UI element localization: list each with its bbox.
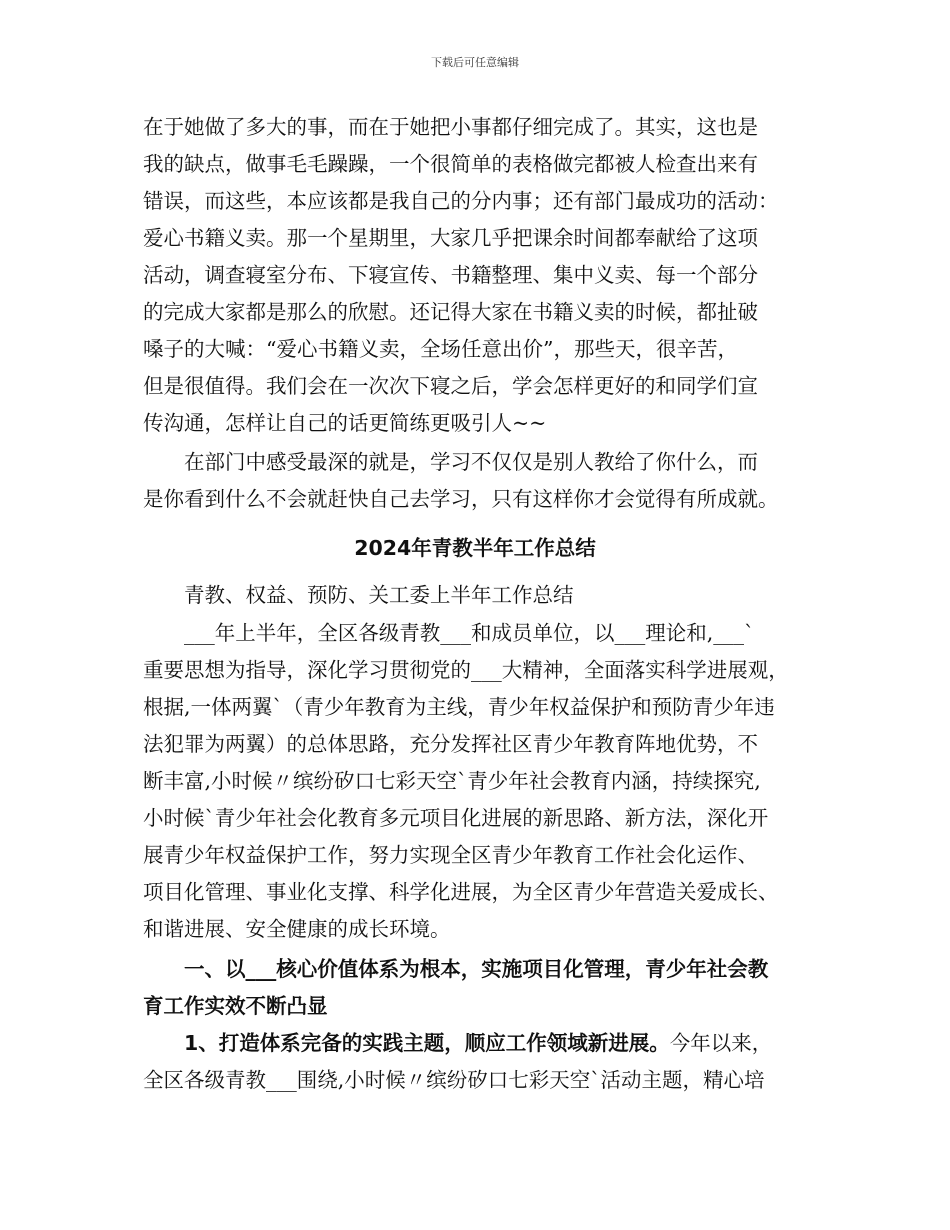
body-line: 青教、权益、预防、关工委上半年工作总结	[143, 583, 574, 607]
heading-line: 一、以___核心价值体系为根本，实施项目化管理，青少年社会教	[143, 957, 769, 981]
body-line: 在部门中感受最深的就是，学习不仅仅是别人教给了你什么，而	[143, 450, 758, 474]
body-line: 嗓子的大喊：“爱心书籍义卖，全场任意出价”，那些天，很辛苦，	[143, 337, 738, 361]
subheading-line	[143, 1030, 772, 1056]
body-line: 错误，而这些，本应该都是我自己的分内事；还有部门最成功的活动：	[143, 189, 779, 213]
heading-line: 育工作实效不断凸显	[143, 994, 328, 1018]
body-line: 重要思想为指导，深化学习贯彻党的___大精神，全面落实科学进展观，	[143, 658, 789, 682]
body-line: 我的缺点，做事毛毛躁躁，一个很简单的表格做完都被人检查出来有	[143, 152, 758, 176]
section-title: 2024年青教半年工作总结	[354, 536, 596, 560]
subheading-rest: 今年以来，	[669, 1031, 773, 1055]
body-line: 但是很值得。我们会在一次次下寝之后，学会怎样更好的和同学们宣	[143, 374, 758, 398]
body-line: 活动，调查寝室分布、下寝宣传、书籍整理、集中义卖、每一个部分	[143, 263, 758, 287]
body-line: 在于她做了多大的事，而在于她把小事都仔细完成了。其实，这也是	[143, 115, 758, 139]
body-line: 法犯罪为两翼）的总体思路，充分发挥社区青少年教育阵地优势，不	[143, 732, 758, 756]
body-line: 展青少年权益保护工作，努力实现全区青少年教育工作社会化运作、	[143, 843, 758, 867]
body-line: 的完成大家都是那么的欣慰。还记得大家在书籍义卖的时候，都扯破	[143, 300, 758, 324]
subheading-bold: 1、打造体系完备的实践主题，顺应工作领域新进展。	[143, 1031, 670, 1055]
body-line: 小时候`青少年社会化教育多元项目化进展的新思路、新方法，深化开	[143, 806, 769, 830]
body-line: 全区各级青教___围绕,小时候〃缤纷矽口七彩天空`活动主题，精心培	[143, 1068, 765, 1092]
body-line: ___年上半年，全区各级青教___和成员单位，以___理论和,___`	[143, 621, 755, 645]
body-line: 传沟通，怎样让自己的话更简练更吸引人~~	[143, 411, 547, 435]
body-line: 和谐进展、安全健康的成长环境。	[143, 917, 451, 941]
body-line: 爱心书籍义卖。那一个星期里，大家几乎把课余时间都奉献给了这项	[143, 226, 758, 250]
body-line: 是你看到什么不会就赶快自己去学习，只有这样你才会觉得有所成就。	[143, 487, 779, 511]
body-line: 断丰富,小时候〃缤纷矽口七彩天空`青少年社会教育内涵，持续探究,	[143, 769, 761, 793]
body-line: 项目化管理、事业化支撑、科学化进展，为全区青少年营造关爱成长、	[143, 880, 779, 904]
body-line: 根据,一体两翼`（青少年教育为主线，青少年权益保护和预防青少年违	[143, 695, 775, 719]
page-header: 下载后可任意编辑	[431, 56, 519, 69]
